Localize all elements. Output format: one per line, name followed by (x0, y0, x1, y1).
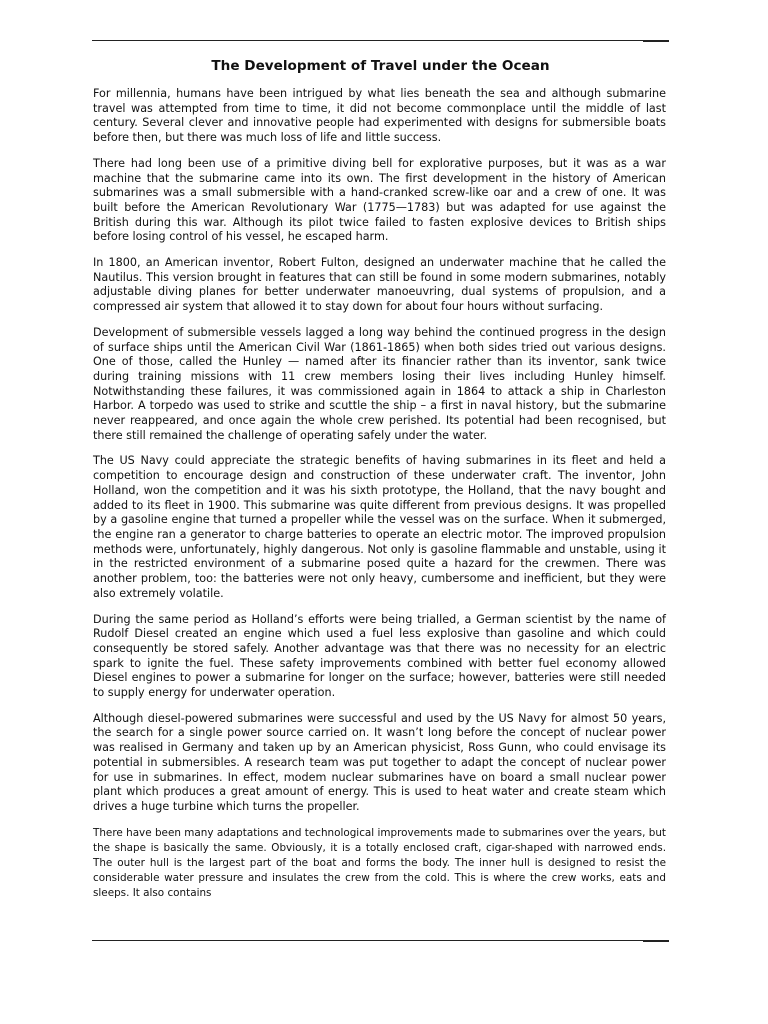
paragraph-6: During the same period as Holland’s efforts were being trialled, a German scientist by the name of Rudolf Diesel created an engine which used a fuel less explosive than gasoline and which could consequently be stored safely. Another advantage was that there was no necessity for an electric spark to ignite the fuel. These safety improvements combined with better fuel economy allowed Diesel engines to power a submarine for longer on the surface; however, batteries were still needed to supply energy for underwater operation. (93, 612, 666, 700)
document-body (93, 87, 666, 912)
bottom-rule-accent (643, 940, 669, 942)
bottom-rule (92, 940, 669, 941)
paragraph-2: There had long been use of a primitive diving bell for explorative purposes, but it was as a war machine that the submarine came into its own. The first development in the history of American submarines was a small submersible with a hand-cranked screw-like oar and a crew of one. It was built before the American Revolutionary War (1775—1783) but was adapted for use against the British during this war. Although its pilot twice failed to fasten explosive devices to British ships before losing control of his vessel, he escaped harm. (93, 156, 666, 244)
paragraph-3: In 1800, an American inventor, Robert Fulton, designed an underwater machine that he called the Nautilus. This version brought in features that can still be found in some modern submarines, notably adjustable diving planes for better underwater manoeuvring, dual systems of propulsion, and a compressed air system that allowed it to stay down for about four hours without surfacing. (93, 256, 666, 314)
document-title: The Development of Travel under the Ocean (211, 58, 550, 74)
top-rule-accent (643, 40, 669, 42)
paragraph-4: Development of submersible vessels lagged a long way behind the continued progress in the design of surface ships until the American Civil War (1861-1865) when both sides tried out various designs. One of those, called the Hunley — named after its financier rather than its inventor, sank twice during training missions with 11 crew members losing their lives including Hunley himself. Notwithstanding these failures, it was commissioned again in 1864 to attack a ship in Charleston Harbor. A torpedo was used to strike and scuttle the ship – a first in naval history, but the submarine never reappeared, and once again the whole crew perished. Its potential had been recognised, but there still remained the challenge of operating safely under the water. (93, 325, 666, 442)
paragraph-8: There have been many adaptations and technological improvements made to submarines over the years, but the shape is basically the same. Obviously, it is a totally enclosed craft, cigar-shaped with narrowed ends. The outer hull is the largest part of the boat and forms the body. The inner hull is designed to resist the considerable water pressure and insulates the crew from the cold. This is where the crew works, eats and sleeps. It also contains (93, 826, 666, 899)
paragraph-5: The US Navy could appreciate the strategic benefits of having submarines in its fleet and held a competition to encourage design and construction of these underwater craft. The inventor, John Holland, won the competition and it was his sixth prototype, the Holland, that the navy bought and added to its fleet in 1900. This submarine was quite different from previous designs. It was propelled by a gasoline engine that turned a propeller while the vessel was on the surface. When it submerged, the engine ran a generator to charge batteries to operate an electric motor. The improved propulsion methods were, unfortunately, highly dangerous. Not only is gasoline flammable and unstable, using it in the restricted environment of a submarine posed quite a hazard for the crewmen. There was another problem, too: the batteries were not only heavy, cumbersome and inefficient, but they were also extremely volatile. (93, 454, 666, 600)
top-rule (92, 40, 669, 41)
paragraph-7: Although diesel-powered submarines were successful and used by the US Navy for almost 50 years, the search for a single power source carried on. It wasn’t long before the concept of nuclear power was realised in Germany and taken up by an American physicist, Ross Gunn, who could envisage its potential in submersibles. A research team was put together to adapt the concept of nuclear power for use in submarines. In effect, modem nuclear submarines have on board a small nuclear power plant which produces a great amount of energy. This is used to heat water and create steam which drives a huge turbine which turns the propeller. (93, 711, 666, 813)
paragraph-1: For millennia, humans have been intrigued by what lies beneath the sea and although submarine travel was attempted from time to time, it did not become commonplace until the middle of last century. Several clever and innovative people had experimented with designs for submersible boats before then, but there was much loss of life and little success. (93, 87, 666, 145)
